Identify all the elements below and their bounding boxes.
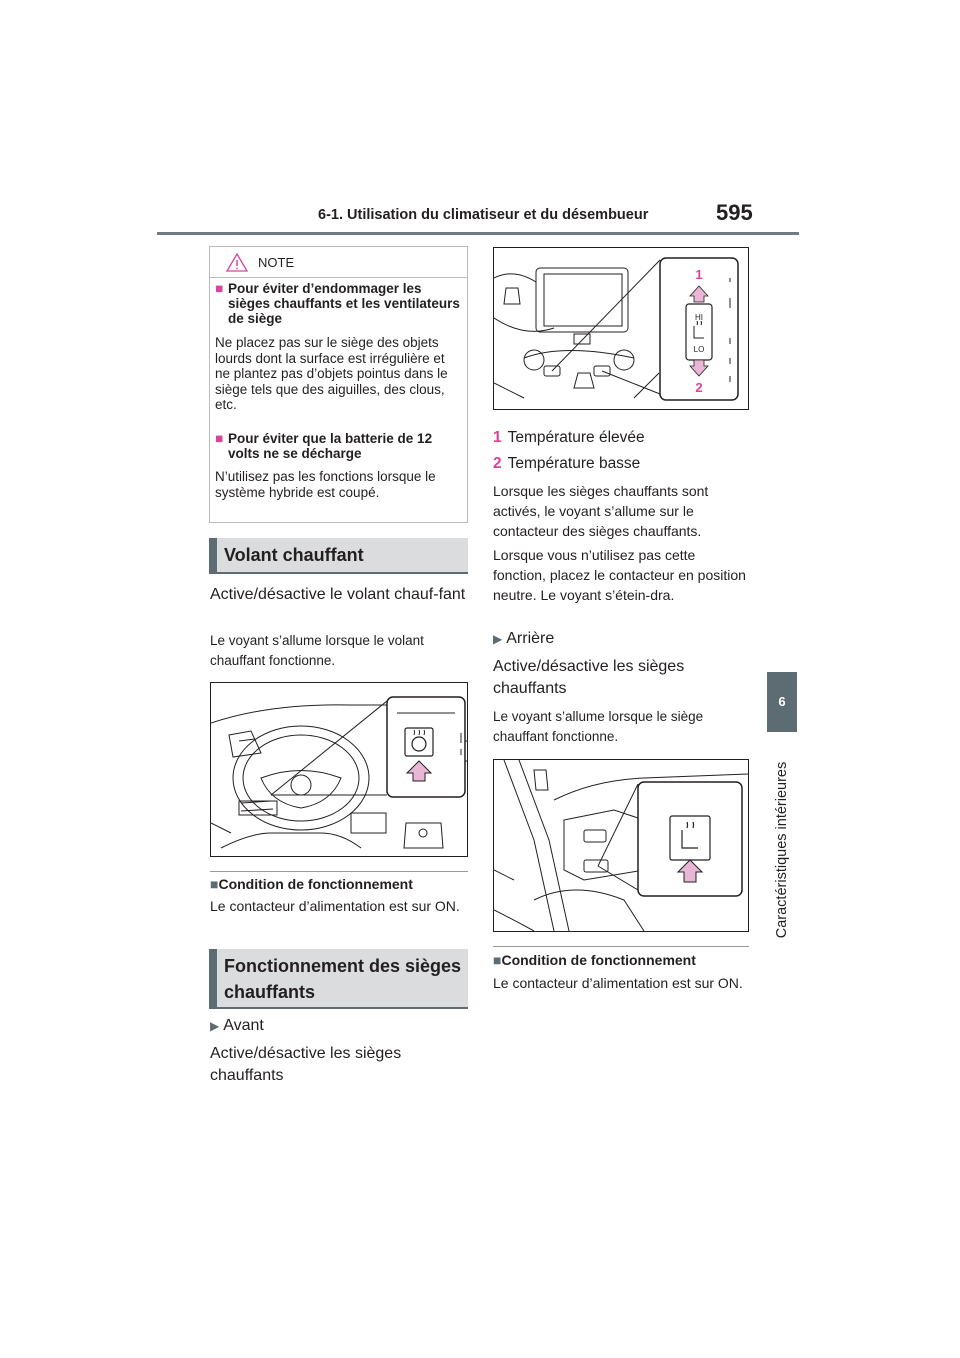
callout-2: 2: [695, 380, 703, 395]
note-item1-body: Ne placez pas sur le siège des objets lourds dont la surface est irrégulière et ne plantez pas d’objets pointus dans le siège tels que des aiguilles, des clous, etc.: [215, 335, 448, 412]
chapter-label-text: Caractéristiques intérieures: [774, 761, 790, 938]
rear-desc: Active/désactive les sièges chauffants: [493, 658, 685, 697]
note-label: NOTE: [258, 255, 295, 270]
warning-icon: [226, 253, 248, 272]
cond-bullet-2: ■: [493, 952, 502, 968]
note-box: [209, 246, 468, 523]
legend-num-1: 1: [493, 429, 502, 446]
legend-text-1: Température élevée: [507, 429, 645, 446]
lo-label: LO: [693, 345, 705, 354]
seats-cond-body: Le contacteur d’alimentation est sur ON.: [493, 975, 743, 991]
note-header: [210, 247, 467, 278]
hi-label: HI: [695, 313, 703, 322]
note-item2-title-text: Pour éviter que la batterie de 12 volts ne se décharge: [228, 431, 433, 461]
note-bullet-2: ■: [215, 431, 224, 446]
note-item1-title: [215, 281, 460, 326]
header-rule: [157, 232, 799, 235]
rear-seat-switch: [670, 816, 710, 860]
triangle-bullet-icon: ▶: [210, 1019, 220, 1033]
steering-heading: Volant chauffant: [209, 538, 468, 574]
rear-seat-figure: [493, 759, 749, 932]
legend-item-2: [493, 453, 640, 475]
steering-figure: [210, 682, 468, 857]
legend-num-2: 2: [493, 455, 502, 472]
front-label-text: Avant: [223, 1017, 264, 1034]
steering-indicator: Le voyant s’allume lorsque le volant chauffant fonctionne.: [210, 633, 424, 668]
front-desc: Active/désactive les sièges chauffants: [210, 1045, 402, 1084]
callout-1: 1: [695, 267, 703, 282]
steering-illustration: [211, 683, 467, 856]
section-title: 6-1. Utilisation du climatiseur et du désembueur: [318, 207, 649, 223]
front-label: [210, 1015, 264, 1037]
front-note-2: Lorsque vous n’utilisez pas cette fonction, placez le contacteur en position neutre. Le voyant s’étein-dra.: [493, 547, 746, 603]
triangle-bullet-icon-2: ▶: [493, 632, 503, 646]
note-item2-body: N’utilisez pas les fonctions lorsque le système hybride est coupé.: [215, 469, 436, 500]
chapter-tab[interactable]: 6: [767, 672, 797, 732]
note-item1-title-text: Pour éviter d’endommager les sièges chauffants et les ventilateurs de siège: [228, 281, 460, 326]
front-seat-illustration: [494, 248, 748, 409]
steering-desc: Active/désactive le volant chauf-fant: [210, 586, 466, 603]
steering-cond-body: Le contacteur d’alimentation est sur ON.: [210, 898, 460, 914]
steering-cond-title: [210, 876, 413, 892]
legend-text-2: Température basse: [507, 455, 641, 472]
chapter-label: [769, 742, 795, 957]
seats-cond-title: [493, 952, 696, 968]
cond-bullet: ■: [210, 876, 219, 892]
rear-label-text: Arrière: [506, 630, 555, 647]
rear-indicator: Le voyant s’allume lorsque le siège chauffant fonctionne.: [493, 709, 704, 744]
legend-item-1: [493, 427, 645, 449]
note-bullet: ■: [215, 281, 224, 296]
rear-label: [493, 628, 554, 650]
front-seat-figure: [493, 247, 749, 410]
note-item2-title: [215, 431, 460, 461]
steering-cond-title-text: Condition de fonctionnement: [218, 876, 413, 892]
seats-cond-title-text: Condition de fonctionnement: [501, 952, 696, 968]
seats-heading: Fonctionnement des sièges chauffants: [209, 949, 468, 1009]
rear-seat-illustration: [494, 760, 748, 931]
cond-rule-1: [210, 871, 468, 872]
front-note-1: Lorsque les sièges chauffants sont activés, le voyant s’allume sur le contacteur des sièges chauffants.: [493, 483, 709, 539]
cond-rule-2: [493, 946, 749, 947]
page-number: 595: [716, 200, 753, 225]
